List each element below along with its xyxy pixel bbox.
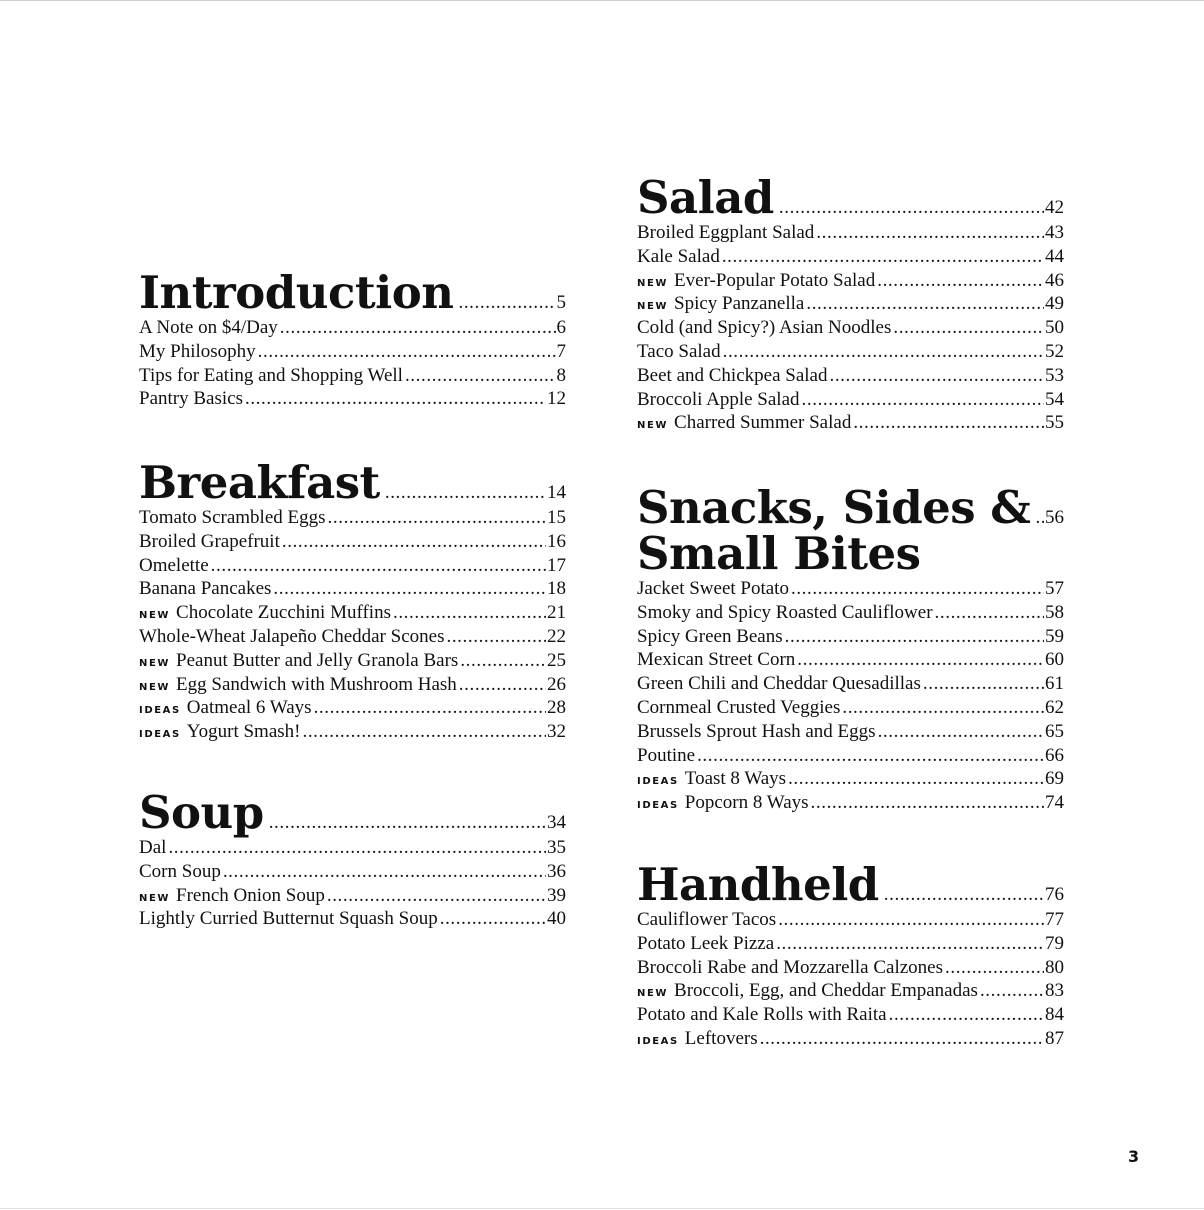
entry-title: Egg Sandwich with Mushroom Hash bbox=[176, 673, 457, 695]
toc-entry bbox=[637, 292, 1064, 316]
dot-leader bbox=[797, 648, 1044, 672]
entry-tag: NEW bbox=[139, 681, 171, 693]
entry-title: Mexican Street Corn bbox=[637, 649, 796, 671]
toc-entry bbox=[637, 672, 1064, 696]
dot-leader bbox=[923, 672, 1044, 696]
entry-page-number: 17 bbox=[547, 554, 566, 576]
entry-page-number: 50 bbox=[1045, 317, 1064, 339]
entry-title: Peanut Butter and Jelly Granola Bars bbox=[176, 649, 459, 671]
toc-entry bbox=[139, 649, 566, 673]
toc-entry bbox=[637, 221, 1064, 245]
dot-leader bbox=[806, 292, 1044, 316]
dot-leader bbox=[779, 197, 1044, 219]
entry-page-number: 35 bbox=[547, 837, 566, 858]
entry-title: Broccoli, Egg, and Cheddar Empanadas bbox=[674, 980, 978, 1002]
dot-leader bbox=[893, 316, 1044, 340]
entry-page-number: 12 bbox=[547, 388, 566, 410]
toc-section-handheld bbox=[637, 858, 1064, 1051]
toc-entry bbox=[637, 245, 1064, 269]
entry-page-number: 6 bbox=[556, 317, 566, 338]
entry-tag: NEW bbox=[139, 657, 171, 669]
entry-page-number: 79 bbox=[1045, 932, 1064, 954]
toc-entry bbox=[637, 791, 1064, 815]
section-heading bbox=[637, 481, 1064, 580]
entry-title: Chocolate Zucchini Muffins bbox=[176, 602, 391, 624]
dot-leader bbox=[460, 649, 546, 673]
toc-entry bbox=[139, 364, 566, 388]
entry-page-number: 15 bbox=[547, 507, 566, 528]
entry-title: Whole-Wheat Jalapeño Cheddar Scones bbox=[139, 625, 445, 647]
dot-leader bbox=[405, 364, 556, 388]
dot-leader bbox=[446, 625, 546, 649]
entry-title: Yogurt Smash! bbox=[186, 721, 301, 743]
entry-tag: NEW bbox=[139, 892, 171, 904]
section-heading bbox=[637, 858, 1064, 911]
section-page-number: 14 bbox=[547, 482, 566, 503]
toc-entry bbox=[637, 956, 1064, 980]
entry-title: Green Chili and Cheddar Quesadillas bbox=[637, 673, 921, 695]
entry-title: Potato and Kale Rolls with Raita bbox=[637, 1004, 887, 1026]
toc-entry bbox=[637, 648, 1064, 672]
toc-entry bbox=[637, 1003, 1064, 1027]
entry-page-number: 53 bbox=[1045, 364, 1064, 386]
toc-entry bbox=[139, 554, 566, 578]
entry-tag: IDEAS bbox=[637, 800, 679, 812]
entry-page-number: 26 bbox=[547, 673, 566, 695]
entry-page-number: 54 bbox=[1045, 388, 1064, 410]
toc-entry bbox=[139, 696, 566, 720]
section-heading bbox=[139, 786, 566, 839]
toc-entry bbox=[637, 364, 1064, 388]
toc-entry bbox=[637, 316, 1064, 340]
entry-page-number: 43 bbox=[1045, 222, 1064, 243]
entry-tag: NEW bbox=[637, 420, 669, 432]
section-page-number: 42 bbox=[1045, 197, 1064, 218]
section-title-line: Breakfast bbox=[139, 456, 380, 509]
entry-title: A Note on $4/Day bbox=[139, 317, 278, 338]
entry-title: Oatmeal 6 Ways bbox=[186, 697, 312, 719]
toc-entry bbox=[637, 767, 1064, 791]
entry-page-number: 58 bbox=[1045, 601, 1064, 623]
entry-title: Cornmeal Crusted Veggies bbox=[637, 696, 841, 718]
toc-entry bbox=[637, 340, 1064, 364]
section-title-line: Small Bites bbox=[637, 527, 921, 580]
entry-title: Pantry Basics bbox=[139, 388, 243, 410]
entry-title: Leftovers bbox=[684, 1027, 758, 1049]
dot-leader bbox=[459, 673, 546, 697]
dot-leader bbox=[697, 744, 1044, 768]
entry-page-number: 40 bbox=[547, 908, 566, 930]
toc-entry bbox=[139, 720, 566, 744]
dot-leader bbox=[853, 411, 1044, 435]
toc-entry bbox=[637, 411, 1064, 435]
entry-page-number: 16 bbox=[547, 530, 566, 552]
section-title bbox=[139, 456, 380, 509]
toc-entry bbox=[139, 836, 566, 860]
entry-tag: IDEAS bbox=[637, 1035, 679, 1047]
toc-entry bbox=[139, 625, 566, 649]
bottom-border bbox=[0, 1208, 1204, 1209]
section-title bbox=[637, 858, 879, 911]
entry-title: Toast 8 Ways bbox=[684, 768, 787, 790]
entry-title: My Philosophy bbox=[139, 340, 256, 362]
entry-page-number: 39 bbox=[547, 884, 566, 906]
section-title bbox=[637, 171, 774, 224]
entry-title: French Onion Soup bbox=[176, 884, 325, 906]
toc-entry bbox=[139, 340, 566, 364]
section-title bbox=[139, 786, 264, 839]
dot-leader bbox=[802, 388, 1044, 412]
entry-page-number: 49 bbox=[1045, 293, 1064, 315]
entry-title: Omelette bbox=[139, 554, 209, 576]
dot-leader bbox=[440, 907, 546, 931]
dot-leader bbox=[458, 292, 555, 314]
dot-leader bbox=[280, 316, 556, 340]
dot-leader bbox=[788, 767, 1044, 791]
entry-title: Tips for Eating and Shopping Well bbox=[139, 364, 403, 386]
dot-leader bbox=[282, 530, 546, 554]
toc-section-snacks bbox=[637, 481, 1064, 815]
toc-section-salad bbox=[637, 171, 1064, 435]
entry-page-number: 18 bbox=[547, 578, 566, 600]
top-border bbox=[0, 0, 1204, 1]
entry-page-number: 36 bbox=[547, 860, 566, 882]
entry-title: Dal bbox=[139, 837, 167, 858]
toc-entry bbox=[637, 269, 1064, 293]
dot-leader bbox=[245, 387, 546, 411]
dot-leader bbox=[785, 625, 1044, 649]
toc-entry bbox=[637, 601, 1064, 625]
entry-page-number: 80 bbox=[1045, 956, 1064, 978]
entry-title: Potato Leek Pizza bbox=[637, 932, 775, 954]
entry-page-number: 52 bbox=[1045, 340, 1064, 362]
entry-page-number: 8 bbox=[556, 364, 566, 386]
section-title-line: Salad bbox=[637, 171, 774, 224]
section-heading bbox=[139, 456, 566, 509]
toc-entry bbox=[637, 744, 1064, 768]
entry-page-number: 25 bbox=[547, 649, 566, 671]
entry-title: Beet and Chickpea Salad bbox=[637, 364, 828, 386]
dot-leader bbox=[258, 340, 556, 364]
entry-page-number: 69 bbox=[1045, 768, 1064, 790]
section-heading bbox=[139, 266, 566, 319]
toc-entry bbox=[637, 932, 1064, 956]
dot-leader bbox=[776, 932, 1044, 956]
entry-title: Banana Pancakes bbox=[139, 578, 272, 600]
section-page-number: 56 bbox=[1045, 507, 1064, 528]
entry-page-number: 59 bbox=[1045, 625, 1064, 647]
dot-leader bbox=[211, 554, 546, 578]
entry-title: Tomato Scrambled Eggs bbox=[139, 507, 326, 528]
toc-entry bbox=[637, 625, 1064, 649]
toc-entry bbox=[139, 387, 566, 411]
toc-section-breakfast bbox=[139, 456, 566, 744]
dot-leader bbox=[327, 884, 546, 908]
dot-leader bbox=[877, 269, 1044, 293]
dot-leader bbox=[273, 577, 546, 601]
dot-leader bbox=[884, 884, 1044, 906]
entry-page-number: 87 bbox=[1045, 1027, 1064, 1049]
toc-section-introduction bbox=[139, 266, 566, 411]
entry-page-number: 7 bbox=[556, 340, 566, 362]
toc-section-soup bbox=[139, 786, 566, 931]
entry-page-number: 55 bbox=[1045, 412, 1064, 434]
entry-title: Cauliflower Tacos bbox=[637, 909, 777, 930]
toc-entry bbox=[139, 860, 566, 884]
entry-title: Smoky and Spicy Roasted Cauliflower bbox=[637, 601, 933, 623]
dot-leader bbox=[878, 720, 1044, 744]
entry-title: Spicy Panzanella bbox=[674, 293, 805, 315]
page-number: 3 bbox=[1128, 1147, 1140, 1166]
section-title-line: Handheld bbox=[637, 858, 879, 911]
dot-leader bbox=[829, 364, 1044, 388]
dot-leader bbox=[935, 601, 1044, 625]
entry-title: Ever-Popular Potato Salad bbox=[674, 269, 876, 291]
toc-entry bbox=[139, 601, 566, 625]
toc-entry bbox=[139, 530, 566, 554]
entry-title: Cold (and Spicy?) Asian Noodles bbox=[637, 317, 892, 339]
entry-tag: NEW bbox=[637, 277, 669, 289]
section-title bbox=[139, 266, 454, 319]
entry-page-number: 77 bbox=[1045, 909, 1064, 930]
dot-leader bbox=[791, 577, 1044, 601]
entry-title: Broiled Grapefruit bbox=[139, 530, 280, 552]
entry-title: Lightly Curried Butternut Squash Soup bbox=[139, 908, 438, 930]
section-page-number: 5 bbox=[556, 292, 566, 313]
entry-page-number: 62 bbox=[1045, 696, 1064, 718]
dot-leader bbox=[385, 482, 546, 504]
entry-title: Broccoli Rabe and Mozzarella Calzones bbox=[637, 956, 943, 978]
entry-title: Charred Summer Salad bbox=[674, 412, 852, 434]
section-title bbox=[637, 481, 1031, 580]
dot-leader bbox=[314, 696, 546, 720]
toc-entry bbox=[637, 696, 1064, 720]
dot-leader bbox=[980, 979, 1044, 1003]
entry-title: Jacket Sweet Potato bbox=[637, 578, 789, 599]
entry-page-number: 60 bbox=[1045, 649, 1064, 671]
entry-tag: IDEAS bbox=[139, 729, 181, 741]
toc-entry bbox=[637, 577, 1064, 601]
dot-leader bbox=[811, 791, 1044, 815]
entry-title: Broiled Eggplant Salad bbox=[637, 222, 815, 243]
dot-leader bbox=[328, 506, 546, 530]
entry-title: Corn Soup bbox=[139, 860, 221, 882]
entry-page-number: 21 bbox=[547, 602, 566, 624]
entry-tag: NEW bbox=[637, 988, 669, 1000]
dot-leader bbox=[168, 836, 546, 860]
dot-leader bbox=[1035, 507, 1044, 529]
entry-page-number: 65 bbox=[1045, 720, 1064, 742]
section-title-line: Introduction bbox=[139, 266, 454, 319]
toc-entry bbox=[139, 506, 566, 530]
entry-tag: NEW bbox=[637, 301, 669, 313]
dot-leader bbox=[760, 1027, 1044, 1051]
entry-title: Brussels Sprout Hash and Eggs bbox=[637, 720, 876, 742]
section-page-number: 76 bbox=[1045, 884, 1064, 905]
toc-entry bbox=[139, 673, 566, 697]
toc-entry bbox=[637, 979, 1064, 1003]
section-title-line: Snacks, Sides & bbox=[637, 481, 1031, 534]
entry-page-number: 46 bbox=[1045, 269, 1064, 291]
entry-page-number: 57 bbox=[1045, 578, 1064, 599]
entry-tag: NEW bbox=[139, 610, 171, 622]
toc-entry bbox=[637, 1027, 1064, 1051]
dot-leader bbox=[269, 812, 546, 834]
dot-leader bbox=[945, 956, 1044, 980]
entry-title: Taco Salad bbox=[637, 340, 721, 362]
toc-entry bbox=[139, 577, 566, 601]
toc-entry bbox=[637, 908, 1064, 932]
toc-entry bbox=[637, 720, 1064, 744]
entry-title: Popcorn 8 Ways bbox=[684, 792, 809, 814]
entry-page-number: 28 bbox=[547, 697, 566, 719]
dot-leader bbox=[223, 860, 546, 884]
entry-page-number: 61 bbox=[1045, 673, 1064, 695]
toc-entry bbox=[637, 388, 1064, 412]
toc-entry bbox=[139, 316, 566, 340]
dot-leader bbox=[842, 696, 1044, 720]
toc-entry bbox=[139, 884, 566, 908]
dot-leader bbox=[393, 601, 546, 625]
entry-page-number: 32 bbox=[547, 721, 566, 743]
entry-page-number: 66 bbox=[1045, 744, 1064, 766]
entry-tag: IDEAS bbox=[139, 705, 181, 717]
entry-title: Kale Salad bbox=[637, 245, 720, 267]
entry-page-number: 22 bbox=[547, 625, 566, 647]
entry-page-number: 83 bbox=[1045, 980, 1064, 1002]
dot-leader bbox=[889, 1003, 1044, 1027]
entry-page-number: 74 bbox=[1045, 792, 1064, 814]
dot-leader bbox=[778, 908, 1044, 932]
entry-title: Poutine bbox=[637, 744, 696, 766]
dot-leader bbox=[302, 720, 546, 744]
dot-leader bbox=[816, 221, 1044, 245]
entry-title: Spicy Green Beans bbox=[637, 625, 783, 647]
dot-leader bbox=[723, 340, 1044, 364]
dot-leader bbox=[722, 245, 1044, 269]
entry-title: Broccoli Apple Salad bbox=[637, 388, 800, 410]
entry-tag: IDEAS bbox=[637, 776, 679, 788]
toc-entry bbox=[139, 907, 566, 931]
section-title-line: Soup bbox=[139, 786, 264, 839]
section-heading bbox=[637, 171, 1064, 224]
entry-page-number: 84 bbox=[1045, 1004, 1064, 1026]
section-page-number: 34 bbox=[547, 812, 566, 833]
entry-page-number: 44 bbox=[1045, 245, 1064, 267]
